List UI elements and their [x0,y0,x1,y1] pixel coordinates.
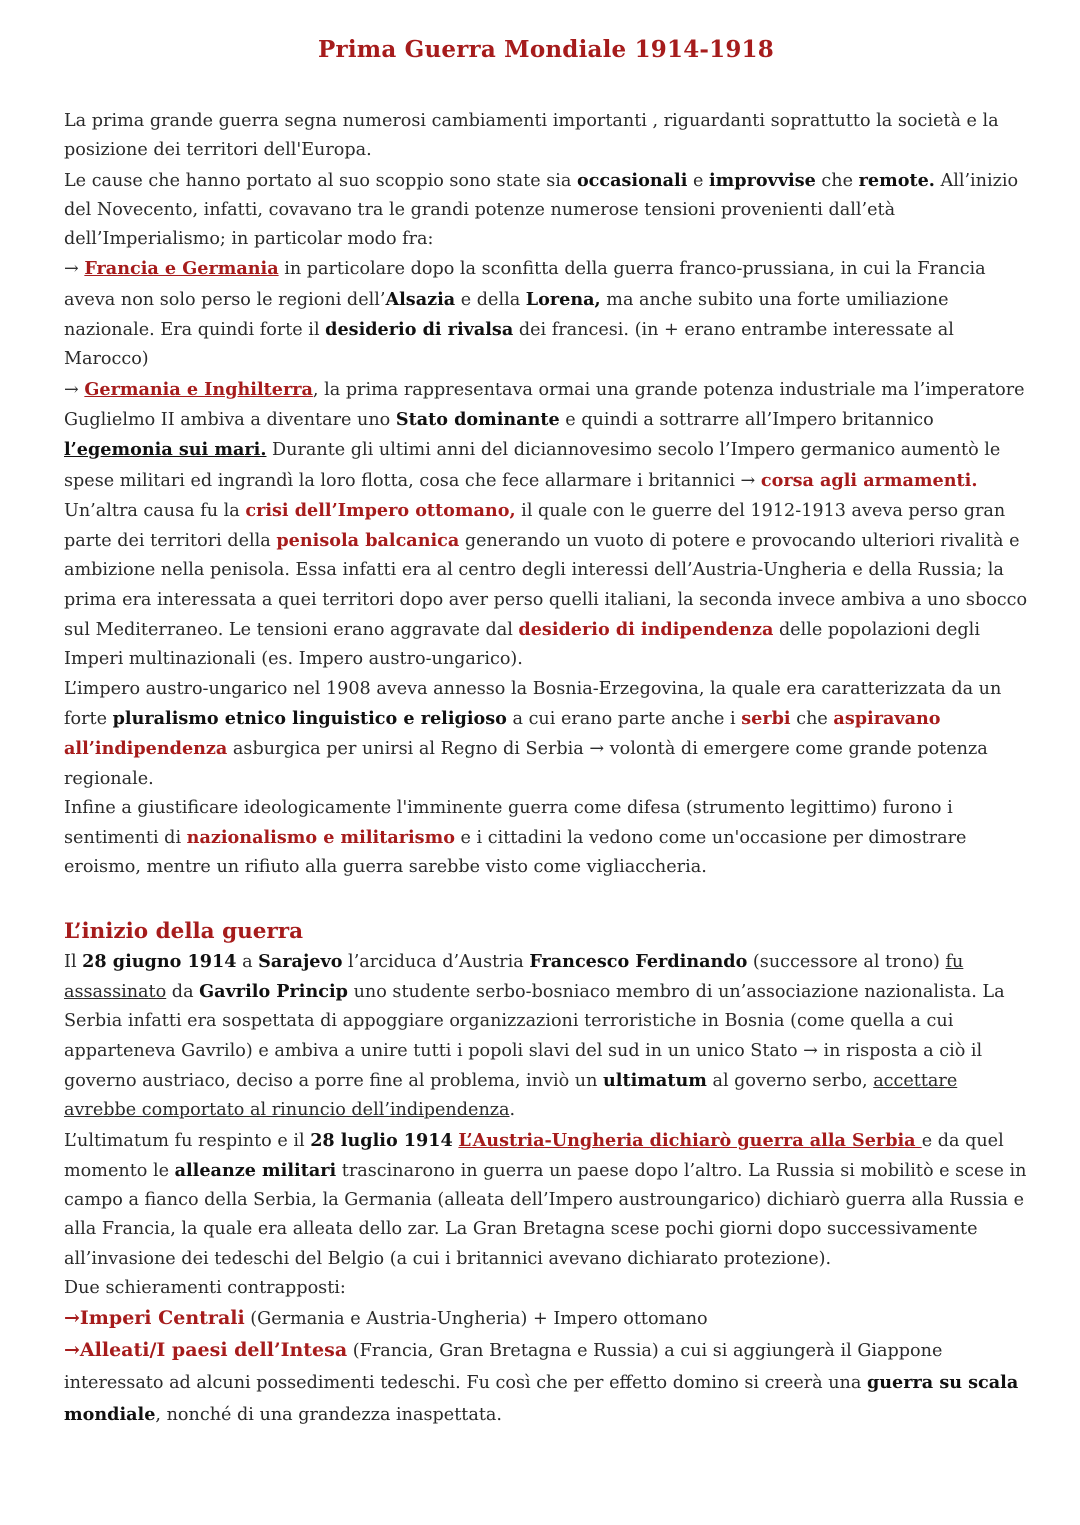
text: generando un vuoto di potere e provocando ulteriori rivalità e ambizione nella penisola. Essa infatti era al centro degli interessi dell’Austria-Ungheria e della Russia; la prima era interessata a quei territori dopo aver perso quelli italiani, la seconda invece ambiva a uno sbocco sul Mediterraneo. Le tensioni erano aggravate dal [64,531,1028,641]
paragraph-impero-ottomano [64,496,1028,675]
text: asburgica per unirsi al Regno di Serbia → volontà di emergere come grande potenza regionale. [64,739,988,789]
keyword-alsazia: Alsazia [385,288,456,310]
keyword-guerra-mondiale: guerra su scala mondiale [64,1372,1019,1426]
keyword-remote: remote. [858,169,935,191]
keyword-penisola-balcanica: penisola balcanica [276,530,460,552]
keyword-improvvise: improvvise [709,169,816,191]
paragraph-schieramenti [64,1274,1028,1303]
text: trascinarono in guerra un paese dopo l’altro. La Russia si mobilitò e scese in campo a fianco della Serbia, la Germania (alleata dell’Impero austroungarico) dichiarò guerra alla Russia e alla Francia, la quale era alleata dello zar. La Gran Bretagna scese pochi giorni dopo successivamente all’invasione dei tedeschi del Belgio (a cui i britannici avevano dichiarato protezione). [64,1160,1027,1269]
keyword-alleanze-militari: alleanze militari [174,1159,337,1181]
text: e della [455,289,526,310]
text: Infine a giustificare ideologicamente l'imminente guerra come difesa (strumento legittimo) furono i sentimenti di [64,797,953,849]
text: e [687,170,709,191]
paragraph-dichiarazione [64,1126,1028,1274]
text: e i cittadini la vedono come un'occasione per dimostrare eroismo, mentre un rifiuto alla guerra sarebbe visto come vigliaccheria. [64,828,967,878]
keyword-stato-dominante: Stato dominante [395,408,560,430]
text: uno studente serbo-bosniaco membro di un’associazione nazionalista. La Serbia infatti era sospettata di appoggiare organizzazioni terroristiche in Bosnia (come quella a cui apparteneva Gavrilo) e ambiva a unire tutti i popoli slavi del sud in un unico Stato → in risposta a ciò il governo austriaco, deciso a porre fine al problema, inviò un [64,982,1005,1091]
text: e da quel momento le [64,1130,1004,1181]
paragraph-bosnia [64,675,1028,794]
text: Il [64,951,83,972]
text: (successore al trono) [747,951,946,972]
keyword-serbi: serbi [741,707,791,729]
text: in particolare dopo la sconfitta della guerra franco-prussiana, in cui la Francia aveva non solo perso le regioni dell’ [64,259,986,310]
keyword-intesa: →Alleati/I paesi dell’Intesa [64,1339,348,1362]
text: il quale con le guerre del 1912-1913 aveva perso gran parte dei territori della [64,500,1006,552]
text: (Germania e Austria-Ungheria) + Impero ottomano [244,1309,708,1330]
keyword-desiderio-rivalsa: desiderio di rivalsa [325,319,514,341]
paragraph-francia-germania [64,254,1028,374]
text: che [815,170,859,191]
keyword-rinuncio-indipendenza: accettare avrebbe comportato al rinuncio dell’indipendenza [64,1070,958,1121]
text: . [509,1100,516,1121]
keyword-date-june: 28 giugno 1914 [82,950,237,972]
paragraph-intro [64,107,1028,166]
keyword-ultimatum: ultimatum [603,1069,707,1091]
keyword-pluralismo: pluralismo etnico linguistico e religioso [112,707,507,729]
keyword-desiderio-indipendenza: desiderio di indipendenza [518,619,774,641]
text: Due schieramenti contrapposti: [64,1277,346,1298]
text: dei francesi. (in + erano entrambe interessate al Marocco) [64,320,954,370]
text: Un’altra causa fu la [64,500,246,521]
keyword-imperi-centrali: →Imperi Centrali [64,1307,245,1330]
keyword-sarajevo: Sarajevo [258,950,343,972]
keyword-lorena: Lorena, [525,288,601,310]
text: ma anche subito una forte umiliazione nazionale. Era quindi forte il [64,289,949,341]
text: Durante gli ultimi anni del diciannovesimo secolo l’Impero germanico aumentò le spese militari ed ingrandì la loro flotta, cosa che fece allarmare i britannici → [64,440,1001,491]
keyword-gavrilo-princip: Gavrilo Princip [199,981,348,1003]
list-item-intesa [64,1335,1028,1431]
text: (Francia, Gran Bretagna e Russia) a cui si aggiungerà il Giappone interessato ad alcuni possedimenti tedeschi. Fu così che per effetto domino si creerà una [64,1341,943,1394]
text: , la prima rappresentava ormai una grande potenza industriale ma l’imperatore Guglielmo II ambiva a diventare uno [64,379,1025,430]
paragraph-germania-inghilterra [64,375,1028,496]
keyword-germania-inghilterra: Germania e Inghilterra [84,378,313,400]
text: delle popolazioni degli Imperi multinazionali (es. Impero austro-ungarico). [64,620,980,670]
keyword-date-july: 28 luglio 1914 [310,1129,453,1151]
text: che [790,708,834,729]
text: l’arciduca d’Austria [342,951,530,972]
text: a cui erano parte anche i [506,708,742,729]
text: a [236,951,259,972]
text: L’ultimatum fu respinto e il [64,1130,311,1151]
list-item-imperi-centrali [64,1303,1028,1335]
text: Le cause che hanno portato al suo scoppio sono state sia [64,170,577,191]
text: da [166,982,200,1003]
keyword-fu-assassinato: fu assassinato [64,951,964,1003]
keyword-occasionali: occasionali [576,169,688,191]
keyword-francia-germania: Francia e Germania [84,258,279,280]
keyword-aspiravano-indipendenza: aspiravano all’indipendenza [64,707,941,760]
paragraph-sarajevo [64,947,1028,1126]
section-heading: L’inizio della guerra [64,918,304,944]
text: All’inizio del Novecento, infatti, covavano tra le grandi potenze numerose tensioni provenienti dall’età dell’Imperialismo; in particolar modo fra: [64,170,1019,250]
keyword-egemonia-mari: l’egemonia sui mari. [64,439,267,461]
page-title: Prima Guerra Mondiale 1914-1918 [318,36,774,63]
text: La prima grande guerra segna numerosi cambiamenti importanti , riguardanti soprattutto la società e la posizione dei territori dell'Europa. [64,111,999,161]
keyword-corsa-armamenti: corsa agli armamenti. [760,469,978,491]
text: , nonché di una grandezza inaspettata. [155,1405,502,1426]
keyword-francesco-ferdinando: Francesco Ferdinando [529,950,748,972]
paragraph-causes [64,166,1028,255]
text: al governo serbo, [706,1070,874,1091]
paragraph-nazionalismo [64,794,1028,883]
arrow-icon: → [64,379,79,400]
keyword-nazionalismo-militarismo: nazionalismo e militarismo [186,827,455,849]
text: e quindi a sottrarre all’Impero britannico [559,409,934,430]
arrow-icon: → [64,259,79,280]
text: L’impero austro-ungarico nel 1908 aveva annesso la Bosnia-Erzegovina, la quale era caratterizzata da un forte [64,678,1002,729]
keyword-dichiarazione-guerra: L’Austria-Ungheria dichiarò guerra alla Serbia [458,1129,922,1151]
keyword-crisi-impero-ottomano: crisi dell’Impero ottomano, [245,499,516,521]
